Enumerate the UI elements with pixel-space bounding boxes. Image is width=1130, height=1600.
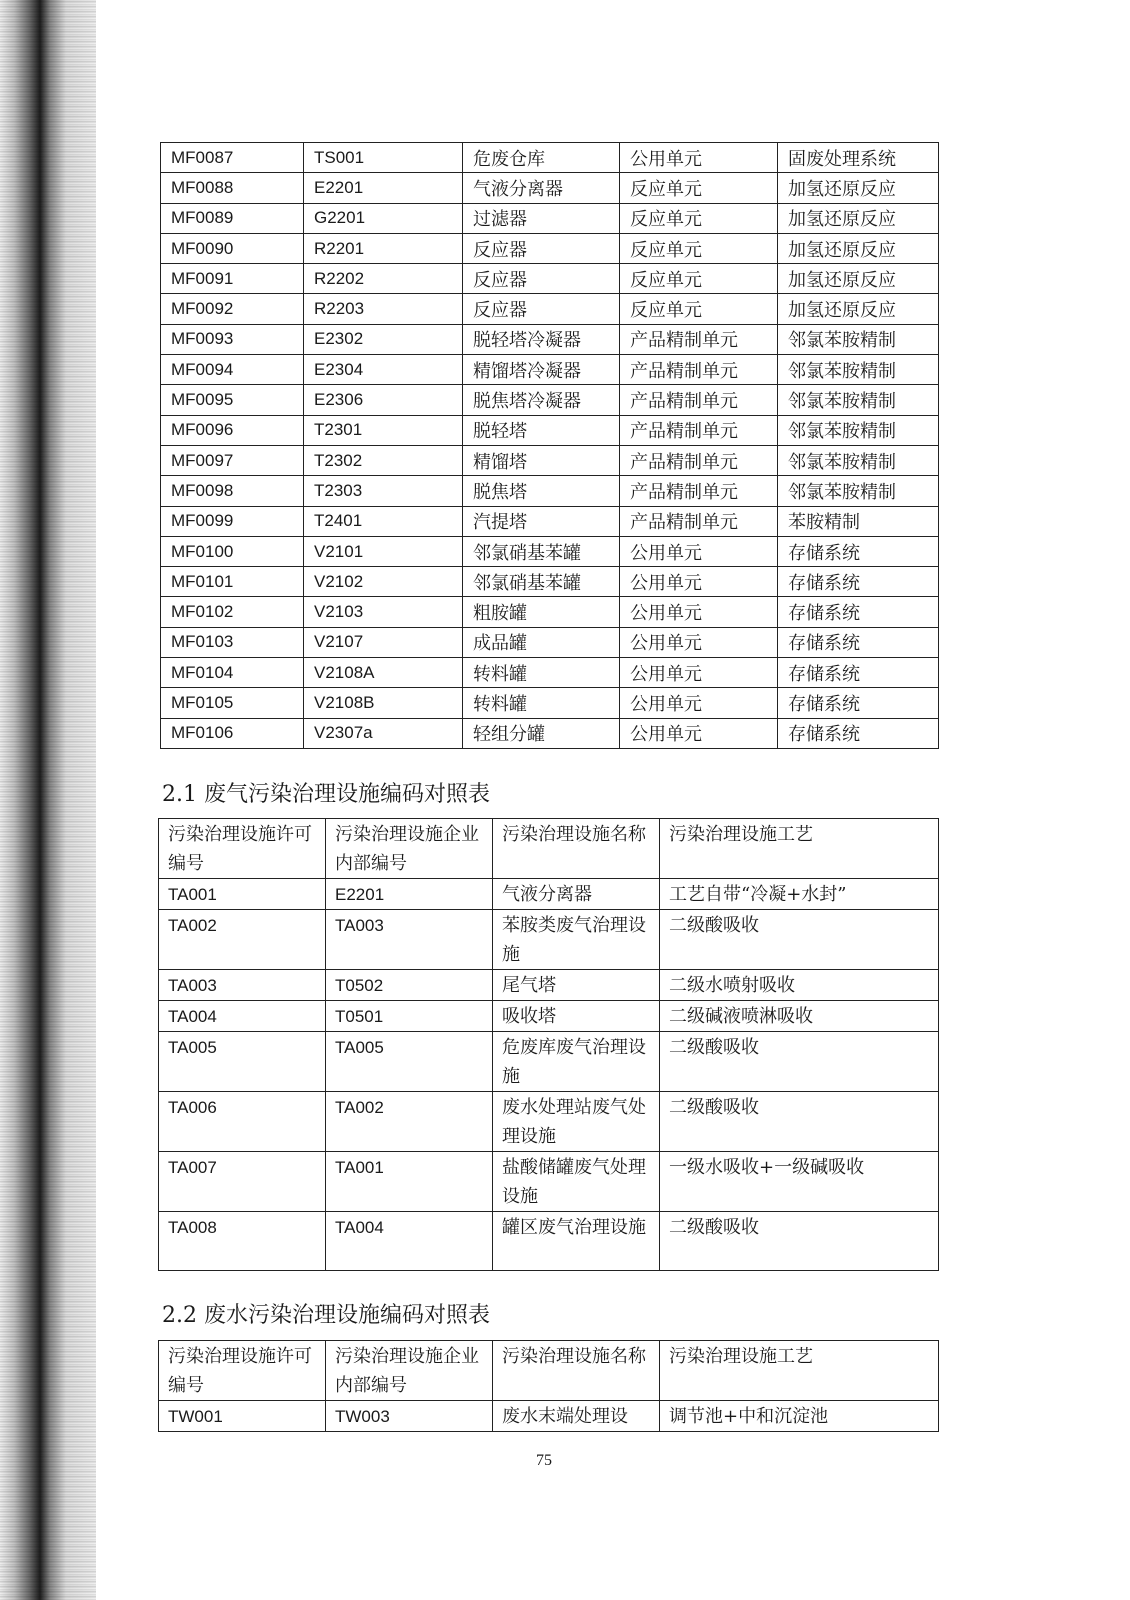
table-cell: 转料罐 [463,658,620,688]
table-cell: 吸收塔 [493,1001,660,1032]
table-cell: MF0092 [161,294,304,324]
header-internal-id: 污染治理设施企业内部编号 [326,819,493,879]
table-cell: T0502 [326,970,493,1001]
table-cell: 产品精制单元 [620,355,778,385]
table-cell: 工艺自带“冷凝+水封” [660,879,939,910]
table-cell: T2303 [304,476,463,506]
table-cell: 存储系统 [778,658,939,688]
table-cell: T2302 [304,445,463,475]
table-cell: 脱轻塔 [463,415,620,445]
table-row [159,1152,939,1212]
table-cell: 产品精制单元 [620,324,778,354]
table-row [159,910,939,970]
table-cell: 过滤器 [463,203,620,233]
table-cell: V2107 [304,627,463,657]
table-cell: MF0094 [161,355,304,385]
table-row [159,1001,939,1032]
equipment-table [160,142,939,749]
table-cell: 成品罐 [463,627,620,657]
table-cell: 公用单元 [620,597,778,627]
table-header-row [159,819,939,879]
table-cell: 加氢还原反应 [778,233,939,263]
scan-shadow-edge [0,0,96,1600]
table-cell: E2201 [326,879,493,910]
table-cell: 公用单元 [620,143,778,173]
table-cell: V2108B [304,688,463,718]
table-cell: 二级酸吸收 [660,1212,939,1271]
table-row [161,567,939,597]
table-cell: T2301 [304,415,463,445]
table-cell: MF0091 [161,264,304,294]
table-row [161,324,939,354]
table-cell: 反应单元 [620,264,778,294]
table-cell: 罐区废气治理设施 [493,1212,660,1271]
table-row [161,415,939,445]
exhaust-gas-table-body [159,879,939,1271]
table-cell: 危废库废气治理设施 [493,1032,660,1092]
table-cell: 精馏塔 [463,445,620,475]
header-process: 污染治理设施工艺 [660,819,939,879]
header-process: 污染治理设施工艺 [660,1341,939,1401]
table-row [161,294,939,324]
table-cell: MF0090 [161,233,304,263]
table-cell: 二级酸吸收 [660,1092,939,1152]
table-cell: 脱焦塔冷凝器 [463,385,620,415]
table-cell: 存储系统 [778,567,939,597]
table-cell: 反应器 [463,294,620,324]
page-number: 75 [536,1452,552,1469]
table-cell: 一级水吸收+一级碱吸收 [660,1152,939,1212]
table-cell: 二级碱液喷淋吸收 [660,1001,939,1032]
table-cell: MF0096 [161,415,304,445]
table-cell: TA007 [159,1152,326,1212]
table-cell: 精馏塔冷凝器 [463,355,620,385]
table-cell: TS001 [304,143,463,173]
table-cell: TA005 [159,1032,326,1092]
table-cell: MF0102 [161,597,304,627]
table-cell: E2304 [304,355,463,385]
table-cell: MF0104 [161,658,304,688]
table-row [161,597,939,627]
table-cell: E2302 [304,324,463,354]
table-cell: 邻氯苯胺精制 [778,415,939,445]
table-cell: TA008 [159,1212,326,1271]
table-cell: 二级酸吸收 [660,910,939,970]
table-cell: 加氢还原反应 [778,294,939,324]
table-cell: TA001 [326,1152,493,1212]
table-row [159,1401,939,1432]
table-cell: 存储系统 [778,627,939,657]
header-internal-id: 污染治理设施企业内部编号 [326,1341,493,1401]
table-cell: V2103 [304,597,463,627]
table-row [159,1092,939,1152]
table-cell: TA003 [326,910,493,970]
table-cell: 存储系统 [778,718,939,748]
header-facility-name: 污染治理设施名称 [493,1341,660,1401]
table-cell: 苯胺类废气治理设施 [493,910,660,970]
table-cell: TA002 [326,1092,493,1152]
table-cell: MF0097 [161,445,304,475]
table-cell: MF0089 [161,203,304,233]
table-cell: 公用单元 [620,536,778,566]
table-cell: 二级水喷射吸收 [660,970,939,1001]
header-permit-id: 污染治理设施许可编号 [159,1341,326,1401]
header-permit-id: 污染治理设施许可编号 [159,819,326,879]
table-cell: 产品精制单元 [620,476,778,506]
table-header-row [159,1341,939,1401]
table-cell: 邻氯苯胺精制 [778,355,939,385]
table-cell: 邻氯硝基苯罐 [463,536,620,566]
table-row [161,506,939,536]
table-cell: MF0098 [161,476,304,506]
table-row [161,627,939,657]
table-row [159,1032,939,1092]
table-cell: 邻氯苯胺精制 [778,476,939,506]
table-cell: 粗胺罐 [463,597,620,627]
table-cell: V2307a [304,718,463,748]
table-cell: 产品精制单元 [620,506,778,536]
table-row [161,536,939,566]
table-row [161,658,939,688]
table-cell: 邻氯硝基苯罐 [463,567,620,597]
table-cell: MF0106 [161,718,304,748]
table-cell: T0501 [326,1001,493,1032]
table-cell: 邻氯苯胺精制 [778,445,939,475]
table-cell: 公用单元 [620,567,778,597]
table-cell: 废水处理站废气处理设施 [493,1092,660,1152]
table-cell: MF0095 [161,385,304,415]
table-cell: 反应器 [463,264,620,294]
table-cell: 产品精制单元 [620,415,778,445]
table-cell: MF0105 [161,688,304,718]
table-cell: 盐酸储罐废气处理设施 [493,1152,660,1212]
table-cell: MF0100 [161,536,304,566]
table-cell: V2108A [304,658,463,688]
table-cell: 存储系统 [778,536,939,566]
table-row [161,476,939,506]
table-cell: 脱轻塔冷凝器 [463,324,620,354]
table-cell: 废水末端处理设 [493,1401,660,1432]
table-cell: 转料罐 [463,688,620,718]
table-cell: 调节池+中和沉淀池 [660,1401,939,1432]
table-cell: TW003 [326,1401,493,1432]
table-cell: 公用单元 [620,627,778,657]
table-row [159,970,939,1001]
table-cell: MF0093 [161,324,304,354]
table-cell: E2201 [304,173,463,203]
table-cell: 固废处理系统 [778,143,939,173]
table-row [161,233,939,263]
table-cell: TA004 [326,1212,493,1271]
table-cell: 产品精制单元 [620,445,778,475]
table-cell: T2401 [304,506,463,536]
table-row [161,688,939,718]
table-row [159,879,939,910]
table-cell: TA005 [326,1032,493,1092]
table-cell: 加氢还原反应 [778,264,939,294]
table-cell: MF0099 [161,506,304,536]
table-cell: 反应单元 [620,294,778,324]
table-cell: TA006 [159,1092,326,1152]
table-cell: 反应单元 [620,233,778,263]
table-cell: E2306 [304,385,463,415]
table-cell: 苯胺精制 [778,506,939,536]
table-cell: 轻组分罐 [463,718,620,748]
section-2-1-heading: 2.1 废气污染治理设施编码对照表 [162,782,490,807]
table-cell: R2202 [304,264,463,294]
table-cell: 公用单元 [620,658,778,688]
table-cell: 邻氯苯胺精制 [778,385,939,415]
header-facility-name: 污染治理设施名称 [493,819,660,879]
wastewater-table-body [159,1401,939,1432]
table-row [159,1212,939,1271]
table-cell: 产品精制单元 [620,385,778,415]
table-cell: TA003 [159,970,326,1001]
table-cell: MF0101 [161,567,304,597]
table-cell: 存储系统 [778,597,939,627]
table-cell: 加氢还原反应 [778,173,939,203]
table-cell: 脱焦塔 [463,476,620,506]
table-cell: TA001 [159,879,326,910]
table-cell: 气液分离器 [463,173,620,203]
table-cell: TA002 [159,910,326,970]
table-cell: 反应单元 [620,203,778,233]
table-cell: R2201 [304,233,463,263]
table-cell: 二级酸吸收 [660,1032,939,1092]
table-cell: TW001 [159,1401,326,1432]
table-cell: TA004 [159,1001,326,1032]
table-cell: 加氢还原反应 [778,203,939,233]
table-row [161,355,939,385]
table-cell: 公用单元 [620,688,778,718]
table-cell: V2102 [304,567,463,597]
section-2-2-heading: 2.2 废水污染治理设施编码对照表 [162,1303,490,1328]
table-cell: V2101 [304,536,463,566]
table-cell: 存储系统 [778,688,939,718]
table-cell: G2201 [304,203,463,233]
table-row [161,203,939,233]
table-row [161,385,939,415]
table-cell: 反应器 [463,233,620,263]
table-row [161,445,939,475]
table-cell: 气液分离器 [493,879,660,910]
table-row [161,718,939,748]
exhaust-gas-facility-table [158,818,939,1271]
table-row [161,143,939,173]
table-cell: 邻氯苯胺精制 [778,324,939,354]
table-row [161,173,939,203]
table-cell: 尾气塔 [493,970,660,1001]
table-cell: MF0087 [161,143,304,173]
equipment-table-body [161,143,939,749]
table-cell: 公用单元 [620,718,778,748]
table-cell: R2203 [304,294,463,324]
table-cell: MF0103 [161,627,304,657]
table-cell: 反应单元 [620,173,778,203]
table-cell: 危废仓库 [463,143,620,173]
table-cell: MF0088 [161,173,304,203]
table-cell: 汽提塔 [463,506,620,536]
table-row [161,264,939,294]
wastewater-facility-table [158,1340,939,1432]
